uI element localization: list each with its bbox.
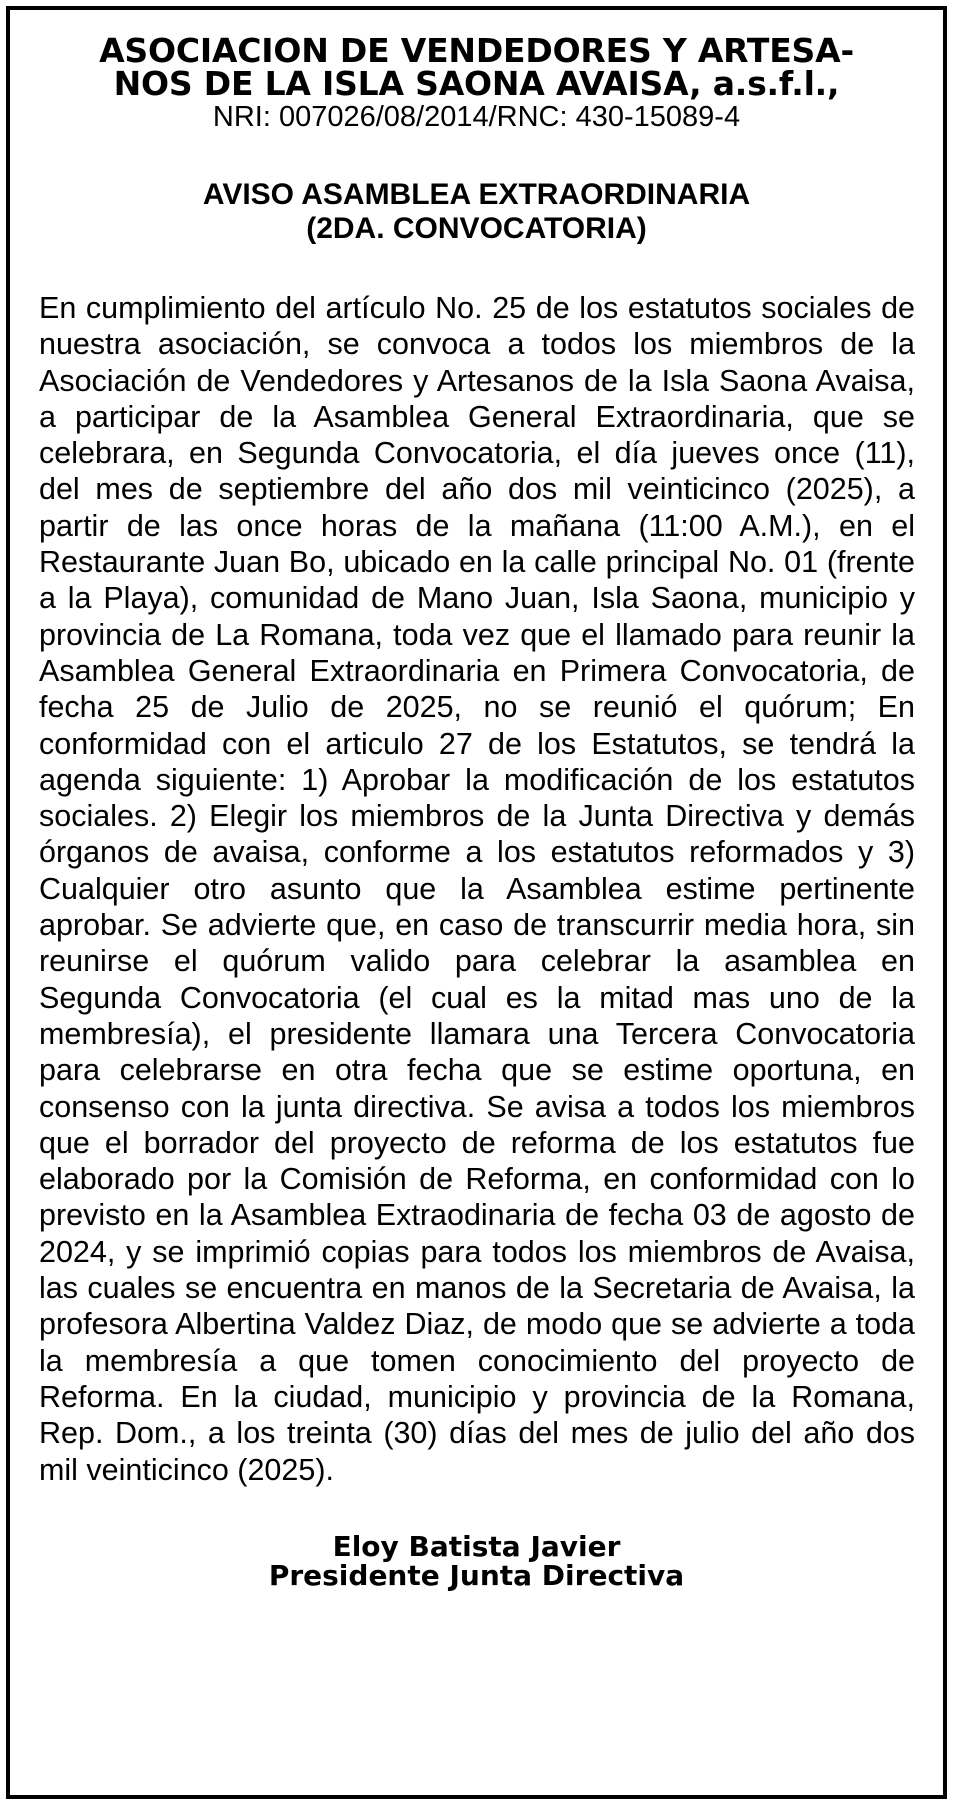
organization-name-line-2: NOS DE LA ISLA SAONA AVAISA, a.s.f.l., bbox=[113, 64, 840, 103]
notice-title-line-1: AVISO ASAMBLEA EXTRAORDINARIA bbox=[202, 178, 751, 211]
notice-title bbox=[10, 178, 943, 246]
notice-body: En cumplimiento del artículo No. 25 de los estatutos sociales de nuestra asociación, se convoca a todos los miembros de la Asociación de Vendedores y Artesanos de la Isla Saona Avaisa, a participar de la Asamblea General Extraordinaria, que se celebrara, en Segunda Convocatoria, el día jueves once (11), del mes de septiembre del año dos mil veinticinco (2025), a partir de las once horas de la mañana (11:00 A.M.), en el Restaurante Juan Bo, ubicado en la calle principal No. 01 (frente a la Playa), comunidad de Mano Juan, Isla Saona, municipio y provincia de La Romana, toda vez que el llamado para reunir la Asamblea General Extraordinaria en Primera Convocatoria, de fecha 25 de Julio de 2025, no se reunió el quórum; En conformidad con el articulo 27 de los Estatutos, se tendrá la agenda siguiente: 1) Aprobar la modificación de los estatutos sociales. 2) Elegir los miembros de la Junta Directiva y demás órganos de avaisa, conforme a los estatutos reformados y 3) Cualquier otro asunto que la Asamblea estime pertinente aprobar. Se advierte que, en caso de transcurrir media hora, sin reunirse el quórum valido para celebrar la asamblea en Segunda Convocatoria (el cual es la mitad mas uno de la membresía), el presidente llamara una Tercera Convocatoria para celebrarse en otra fecha que se estime oportuna, en consenso con la junta directiva. Se avisa a todos los miembros que el borrador del proyecto de reforma de los estatutos fue elaborado por la Comisión de Reforma, en conformidad con lo previsto en la Asamblea Extraodinaria de fecha 03 de agosto de 2024, y se imprimió copias para todos los miembros de Avaisa, las cuales se encuentra en manos de la Secretaria de Avaisa, la profesora Albertina Valdez Diaz, de modo que se advierte a toda la membresía a que tomen conocimiento del proyecto de Reforma. En la ciudad, municipio y provincia de la Romana, Rep. Dom., a los treinta (30) días del mes de julio del año dos mil veinticinco (2025). bbox=[39, 291, 915, 1487]
organization-name bbox=[10, 31, 943, 103]
registry-number: NRI: 007026/08/2014/RNC: 430-15089-4 bbox=[212, 101, 741, 133]
signature-block bbox=[10, 1529, 943, 1592]
organization-name-line-1: ASOCIACION DE VENDEDORES Y ARTESA- bbox=[99, 31, 854, 70]
notice-frame bbox=[6, 6, 947, 1799]
notice-title-line-2: (2DA. CONVOCATORIA) bbox=[306, 212, 647, 245]
signatory-role: Presidente Junta Directiva bbox=[268, 1558, 685, 1592]
signatory-name: Eloy Batista Javier bbox=[332, 1529, 621, 1563]
